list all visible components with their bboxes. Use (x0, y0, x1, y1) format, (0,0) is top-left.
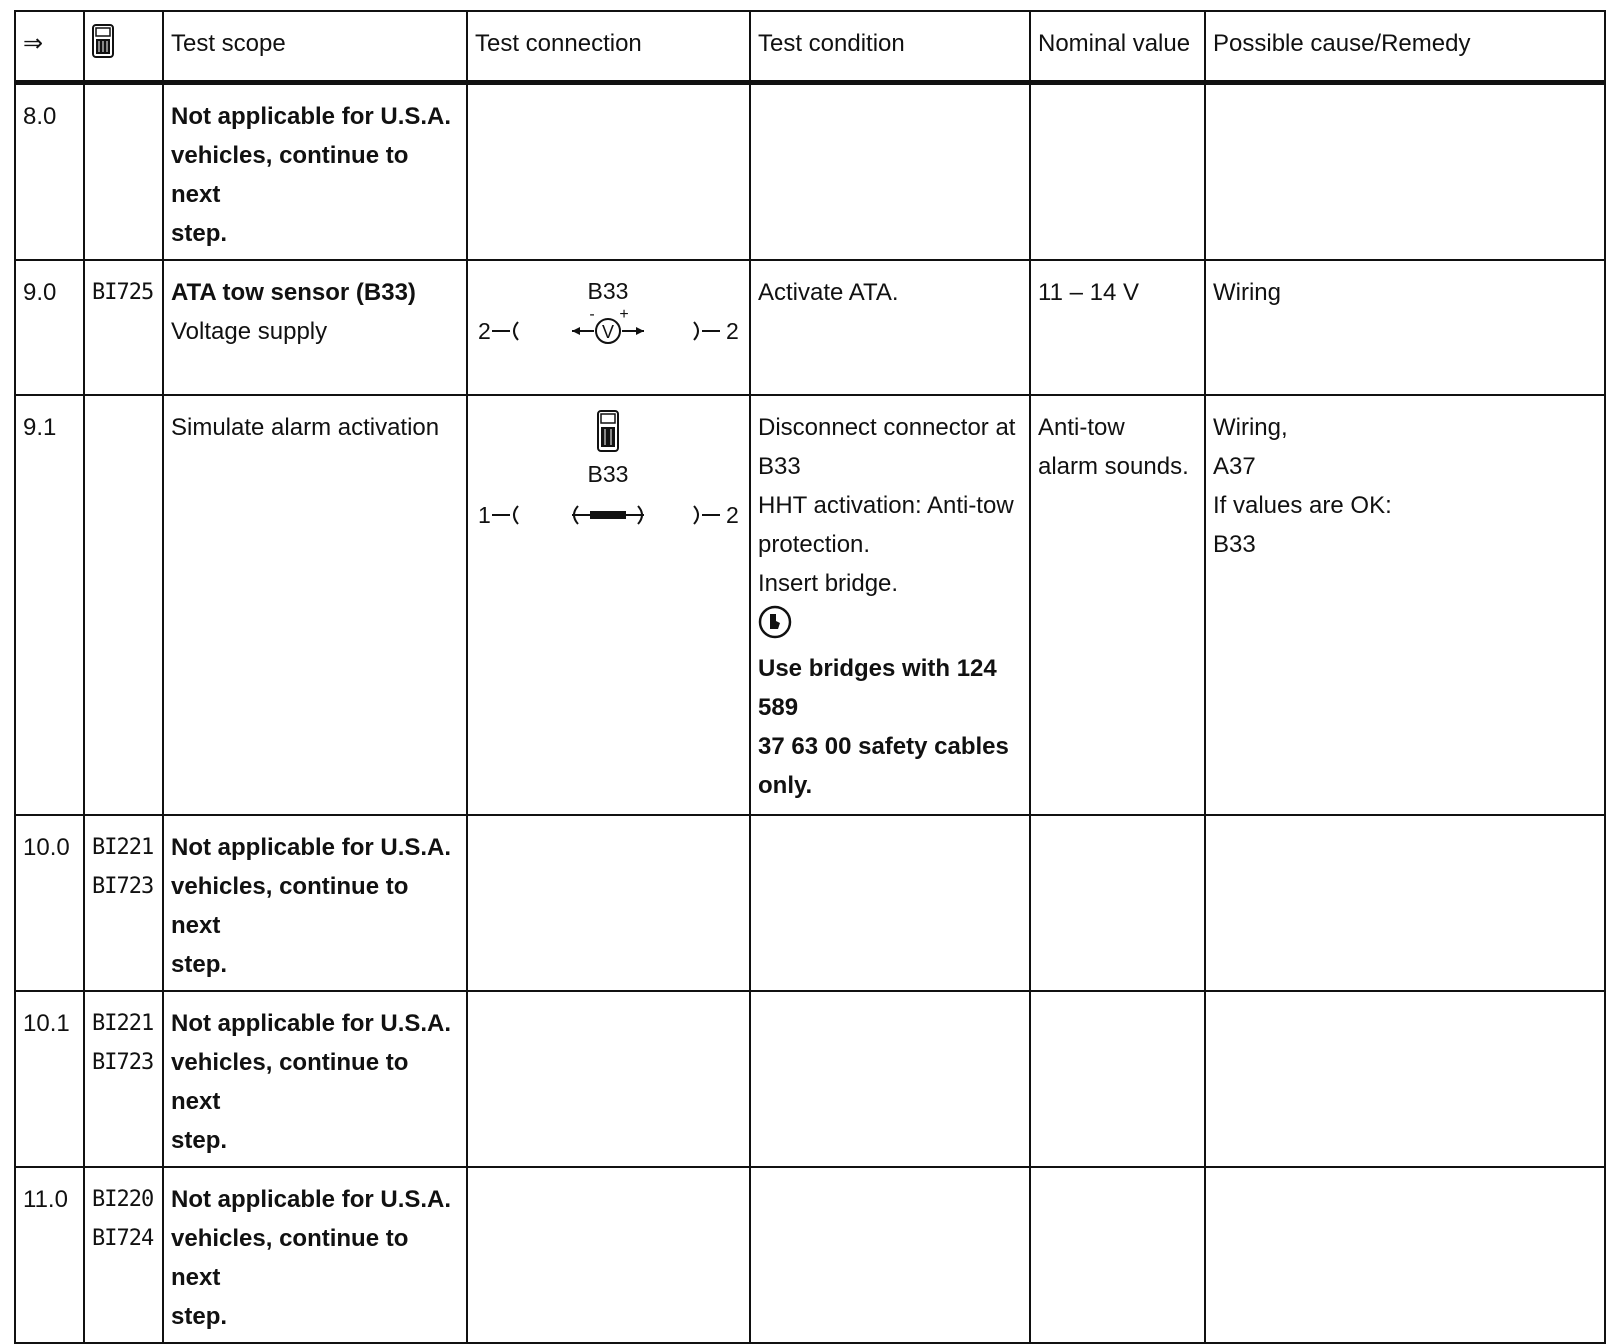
table-row (15, 260, 1605, 395)
fault-code: BI220 (92, 1187, 154, 1212)
hht-tester-icon (598, 411, 618, 451)
test-connection (467, 395, 750, 815)
component-label: B33 (587, 461, 629, 487)
scope-subtitle: Simulate alarm activation (171, 414, 440, 441)
table-row (15, 395, 1605, 815)
scope-line: vehicles, continue to next (171, 1049, 409, 1115)
test-procedure-sheet (14, 10, 1604, 1330)
right-pin: 2 (726, 318, 739, 344)
remedy (1205, 815, 1605, 991)
nominal-value (1030, 991, 1205, 1167)
remedy (1205, 395, 1605, 815)
nominal-value (1030, 395, 1205, 815)
test-connection (467, 83, 750, 261)
test-scope (163, 815, 467, 991)
test-scope (163, 1167, 467, 1343)
test-table (14, 10, 1606, 1344)
header-test-scope: Test scope (163, 11, 467, 83)
meter-plus: + (619, 306, 629, 323)
bridge-connection-diagram (468, 396, 748, 546)
nominal-value (1030, 1167, 1205, 1343)
table-row (15, 1167, 1605, 1343)
condition-line: HHT activation: Anti-tow (758, 492, 1014, 519)
remedy-line: A37 (1213, 453, 1256, 480)
caution-hand-icon (758, 603, 1023, 649)
meter-symbol: V (601, 322, 615, 342)
scope-line: Not applicable for U.S.A. (171, 1186, 452, 1213)
fault-codes (84, 83, 163, 261)
nominal-value (1030, 83, 1205, 261)
scope-line: Not applicable for U.S.A. (171, 1010, 452, 1037)
table-row (15, 991, 1605, 1167)
fault-codes (84, 1167, 163, 1343)
left-pin: 1 (478, 502, 491, 528)
meter-minus: - (589, 306, 595, 323)
fault-code: BI724 (92, 1226, 154, 1251)
scope-line: Not applicable for U.S.A. (171, 103, 452, 130)
condition-warning-line: 37 63 00 safety cables (758, 733, 1009, 760)
header-arrow: ⇒ (15, 11, 84, 83)
right-pin: 2 (726, 502, 739, 528)
condition-warning-line: only. (758, 772, 813, 799)
condition-line: Disconnect connector at (758, 414, 1016, 441)
scope-subtitle: Voltage supply (171, 318, 328, 345)
remedy-line: Wiring, (1213, 414, 1288, 441)
scope-line: step. (171, 220, 228, 247)
remedy-line: Wiring (1213, 279, 1282, 306)
fault-codes (84, 815, 163, 991)
fault-code: BI221 (92, 1011, 154, 1036)
header-test-condition: Test condition (750, 11, 1030, 83)
remedy-line: B33 (1213, 531, 1256, 558)
header-hht (84, 11, 163, 83)
remedy (1205, 83, 1605, 261)
test-scope (163, 991, 467, 1167)
test-connection (467, 991, 750, 1167)
component-label: B33 (587, 278, 629, 304)
test-connection (467, 815, 750, 991)
header-nominal-value: Nominal value (1030, 11, 1205, 83)
fault-codes (84, 991, 163, 1167)
scope-line: Not applicable for U.S.A. (171, 834, 452, 861)
nominal-line: alarm sounds. (1038, 453, 1189, 480)
fault-code: BI723 (92, 1050, 154, 1075)
step-number: 10.0 (15, 815, 84, 991)
nominal-line: Anti-tow (1038, 414, 1125, 441)
fault-codes (84, 395, 163, 815)
header-test-connection: Test connection (467, 11, 750, 83)
scope-title: ATA tow sensor (B33) (171, 279, 416, 306)
condition-line: Activate ATA. (758, 279, 899, 306)
table-row (15, 815, 1605, 991)
fault-code: BI221 (92, 835, 154, 860)
condition-line: B33 (758, 453, 801, 480)
test-scope (163, 395, 467, 815)
test-condition (750, 991, 1030, 1167)
step-number: 11.0 (15, 1167, 84, 1343)
scope-line: vehicles, continue to next (171, 873, 409, 939)
fault-code: BI725 (92, 280, 154, 305)
table-row (15, 83, 1605, 261)
test-scope (163, 260, 467, 395)
fault-code: BI723 (92, 874, 154, 899)
test-connection (467, 1167, 750, 1343)
nominal-value (1030, 260, 1205, 395)
fault-codes (84, 260, 163, 395)
hht-tester-icon (92, 24, 114, 58)
step-number: 10.1 (15, 991, 84, 1167)
scope-line: vehicles, continue to next (171, 142, 409, 208)
header-row (15, 11, 1605, 83)
remedy (1205, 991, 1605, 1167)
step-number: 9.0 (15, 260, 84, 395)
scope-line: step. (171, 1303, 228, 1330)
condition-warning-line: Use bridges with 124 589 (758, 655, 997, 721)
step-number: 9.1 (15, 395, 84, 815)
remedy-line: If values are OK: (1213, 492, 1392, 519)
test-scope (163, 83, 467, 261)
scope-line: vehicles, continue to next (171, 1225, 409, 1291)
test-condition (750, 260, 1030, 395)
condition-line: protection. (758, 531, 871, 558)
remedy (1205, 1167, 1605, 1343)
nominal-line: 11 – 14 V (1038, 279, 1139, 306)
left-pin: 2 (478, 318, 491, 344)
scope-line: step. (171, 1127, 228, 1154)
test-connection (467, 260, 750, 395)
voltmeter-connection-diagram (468, 261, 748, 381)
remedy (1205, 260, 1605, 395)
header-remedy: Possible cause/Remedy (1205, 11, 1605, 83)
test-condition (750, 395, 1030, 815)
test-condition (750, 815, 1030, 991)
scope-line: step. (171, 951, 228, 978)
step-number: 8.0 (15, 83, 84, 261)
test-condition (750, 83, 1030, 261)
condition-line: Insert bridge. (758, 570, 899, 597)
test-condition (750, 1167, 1030, 1343)
nominal-value (1030, 815, 1205, 991)
